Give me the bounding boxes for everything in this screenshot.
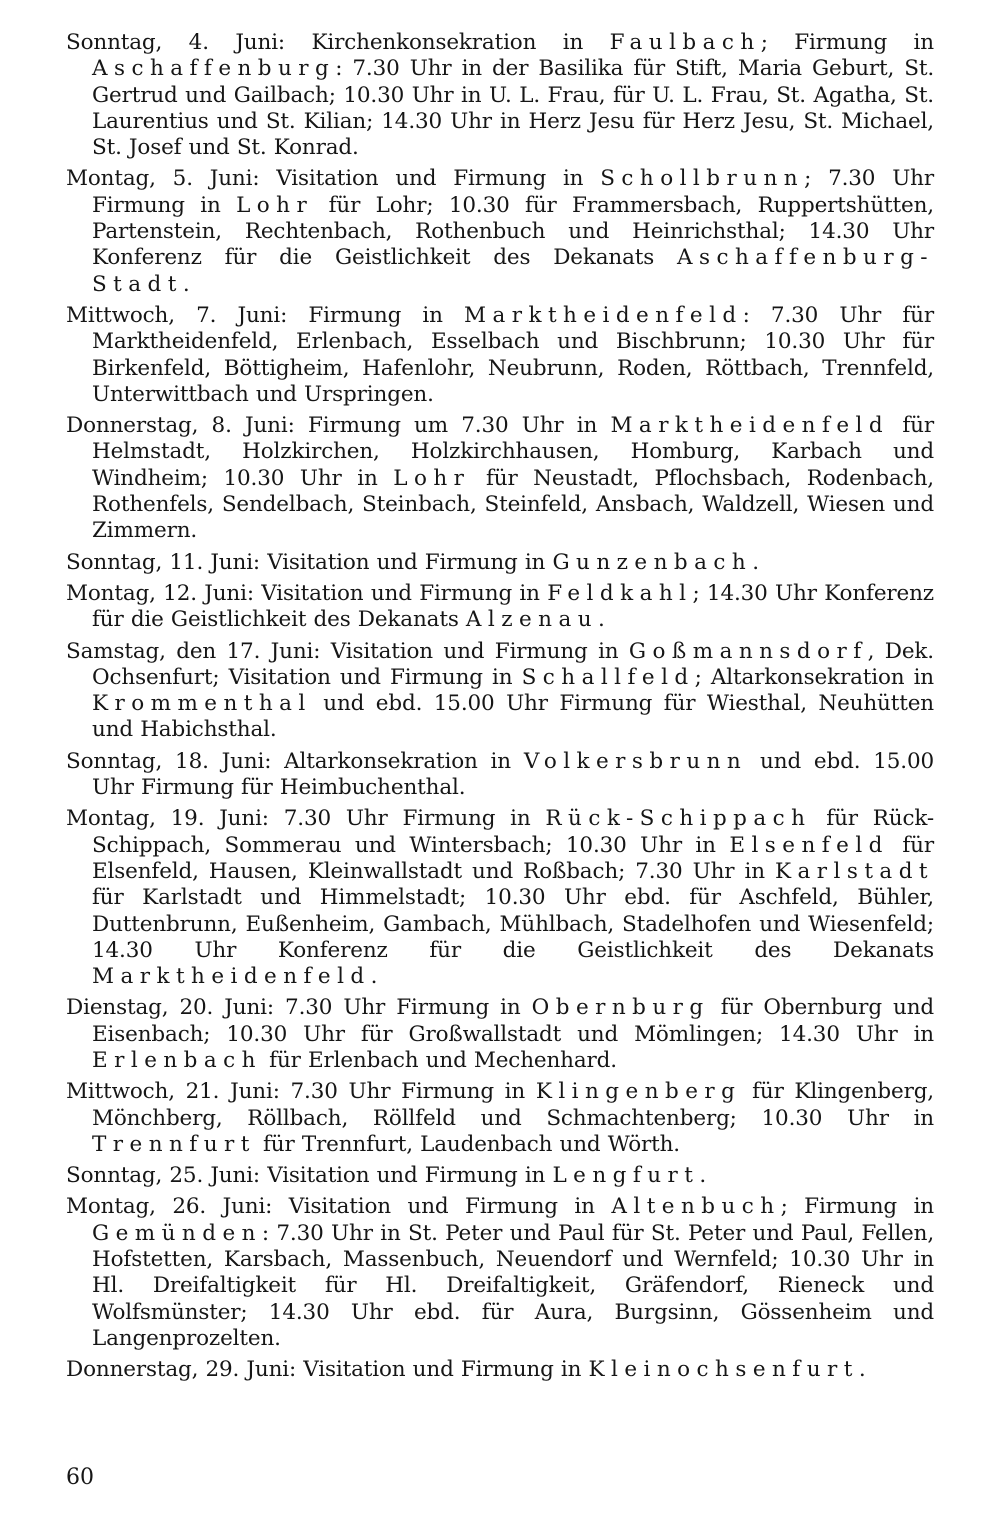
entry: Mittwoch, 21. Juni: 7.30 Uhr Firmung in Klingenberg für Klingenberg, Mönchberg, Röllbach, Röllfeld und Schmachtenberg; 10.30 Uhr in Trennfurt für Trennfurt, Laudenbach und Wörth. [66,1079,934,1157]
entry: Sonntag, 11. Juni: Visitation und Firmung in Gunzenbach. [66,549,759,575]
entry: Sonntag, 18. Juni: Altarkonsekration in Volkersbrunn und ebd. 15.00 Uhr Firmung für Heimbuchenthal. [66,748,935,801]
entry: Montag, 5. Juni: Visitation und Firmung in Schollbrunn; 7.30 Uhr Firmung in Lohr für Lohr; 10.30 für Frammersbach, Ruppertshütten, Partenstein, Rechtenbach, Rothenbuch und Heinrichsthal; 14.30 Uhr Konferenz für die Geistlichkeit des Dekanats Aschaffenburg-Stadt. [66,166,934,297]
entry: Sonntag, 25. Juni: Visitation und Firmung in Lengfurt. [66,1163,707,1189]
entry: Montag, 26. Juni: Visitation und Firmung in Altenbuch; Firmung in Gemünden: 7.30 Uhr in St. Peter und Paul für St. Peter und Paul, Fellen, Hofstetten, Karsbach, Massenbuch, Neuendorf und Wernfeld; 10.30 Uhr in Hl. Dreifaltigkeit für Hl. Dreifaltigkeit, Gräfendorf, Rieneck und Wolfsmünster; 14.30 Uhr ebd. für Aura, Burgsinn, Gössenheim und Langenprozelten. [66,1194,934,1351]
entry: Montag, 19. Juni: 7.30 Uhr Firmung in Rück-Schippach für Rück-Schippach, Sommerau und Wintersbach; 10.30 Uhr in Elsenfeld für Elsenfeld, Hausen, Kleinwallstadt und Roßbach; 7.30 Uhr in Karlstadt für Karlstadt und Himmelstadt; 10.30 Uhr ebd. für Aschfeld, Bühler, Duttenbrunn, Eußenheim, Gambach, Mühlbach, Stadelhofen und Wiesenfeld; 14.30 Uhr Konferenz für die Geistlichkeit des Dekanats Marktheidenfeld. [66,806,934,990]
page-body [66,30,934,1389]
entry: Sonntag, 4. Juni: Kirchenkonsekration in Faulbach; Firmung in Aschaffenburg: 7.30 Uhr in der Basilika für Stift, Maria Geburt, St. Gertrud und Gailbach; 10.30 Uhr in U. L. Frau, für U. L. Frau, St. Agatha, St. Laurentius und St. Kilian; 14.30 Uhr in Herz Jesu für Herz Jesu, St. Michael, St. Josef und St. Konrad. [66,30,934,161]
page-number: 60 [66,1465,94,1490]
entry: Donnerstag, 29. Juni: Visitation und Firmung in Kleinochsenfurt. [66,1357,866,1383]
entry: Montag, 12. Juni: Visitation und Firmung in Feldkahl; 14.30 Uhr Konferenz für die Geistlichkeit des Dekanats Alzenau. [66,580,934,633]
entry: Mittwoch, 7. Juni: Firmung in Marktheidenfeld: 7.30 Uhr für Marktheidenfeld, Erlenbach, Esselbach und Bischbrunn; 10.30 Uhr für Birkenfeld, Böttigheim, Hafenlohr, Neubrunn, Roden, Röttbach, Trennfeld, Unterwittbach und Urspringen. [66,302,935,407]
entry: Samstag, den 17. Juni: Visitation und Firmung in Goßmannsdorf, Dek. Ochsenfurt; Visitation und Firmung in Schallfeld; Altarkonsekration in Krommenthal und ebd. 15.00 Uhr Firmung für Wiesthal, Neuhütten und Habichsthal. [66,638,935,743]
entry: Dienstag, 20. Juni: 7.30 Uhr Firmung in Obernburg für Obernburg und Eisenbach; 10.30 Uhr für Großwallstadt und Mömlingen; 14.30 Uhr in Erlenbach für Erlenbach und Mechenhard. [66,995,934,1073]
entry: Donnerstag, 8. Juni: Firmung um 7.30 Uhr in Marktheidenfeld für Helmstadt, Holzkirchen, Holzkirchhausen, Homburg, Karbach und Windheim; 10.30 Uhr in Lohr für Neustadt, Pflochsbach, Rodenbach, Rothenfels, Sendelbach, Steinbach, Steinfeld, Ansbach, Waldzell, Wiesen und Zimmern. [66,413,934,544]
